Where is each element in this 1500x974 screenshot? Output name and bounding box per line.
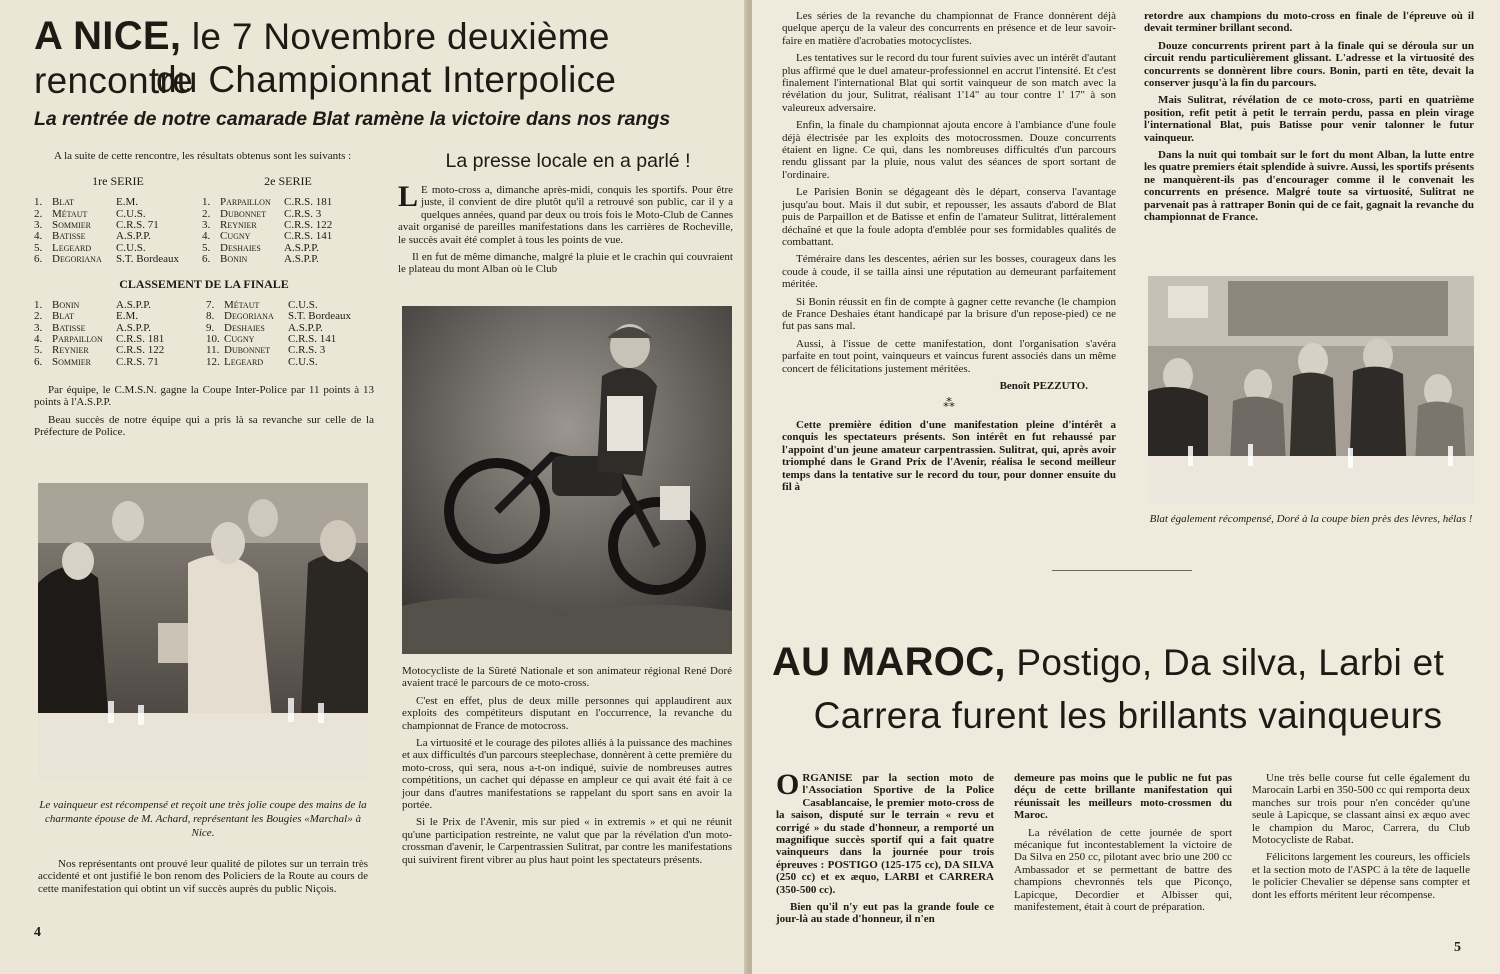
- right-paragraph-1: Les séries de la revanche du championnat de France donnèrent déjà quelque aperçu de la valeur des concurrents en présence et de leur savoir-faire en matière d'acrobaties motocyclistes.: [782, 10, 1116, 47]
- result-rank: 3.: [34, 321, 43, 334]
- result-name: Parpaillon: [220, 196, 271, 209]
- result-rank: 6.: [34, 355, 43, 368]
- result-team: C.R.S. 122: [116, 344, 165, 357]
- result-row: [34, 345, 206, 356]
- result-rank: 6.: [202, 252, 211, 265]
- result-team: C.R.S. 141: [284, 230, 333, 243]
- result-team: A.S.P.P.: [116, 299, 151, 312]
- result-name: Cugny: [220, 230, 251, 243]
- result-name: Degoriana: [224, 310, 274, 323]
- banquet-photo: [1148, 276, 1474, 504]
- finale-list-left: [34, 300, 206, 368]
- result-name: Métaut: [52, 207, 88, 220]
- right-col2-paragraph-4: Dans la nuit qui tombait sur le fort du mont Alban, la lutte entre les quatre premiers était splendide à suivre. Aussi, les sportifs présents ne manquèrent-ils pas d'encourager comme il le convenait les concurrents en présence. Malgré toute sa virtuosité, Sulitrat ne parvenait pas à rattraper Bonin qui de ce fait, gagnait la revanche du championnat de France.: [1144, 149, 1474, 224]
- bottom-paragraph: Nos représentants ont prouvé leur qualité de pilotes sur un terrain très accidenté et ont justifié le bon renom des Policiers de la Route au cours de cette manifestation qui obtint un vif succès auprès du public Niçois.: [38, 858, 368, 895]
- result-team: S.T. Bordeaux: [116, 252, 180, 265]
- result-rank: 2.: [202, 207, 211, 220]
- result-team: C.U.S.: [288, 299, 318, 312]
- serie2-list: [202, 197, 374, 265]
- result-rank: 4.: [34, 230, 43, 243]
- headline-line2: du Championnat Interpolice: [156, 59, 617, 100]
- revanche-paragraph: Beau succès de notre équipe qui a pris là sa revanche sur celle de la Préfecture de Police.: [34, 413, 374, 439]
- result-name: Deshaies: [220, 241, 261, 254]
- right-bold-paragraph: Cette première édition d'une manifestation pleine d'intérêt a conquis les spectateurs présents. Son intérêt en fut rehaussé par l'appoint d'un jeune amateur carpentrassien. Sulitrat, qui, après avoir triomphé dans le Grand Prix de l'Avenir, réalisa le second meilleur temps dans la tentative sur le record du tour, pour donner ensuite du fil à: [782, 418, 1116, 493]
- result-rank: 5.: [34, 344, 43, 357]
- right-page: [752, 0, 1500, 974]
- result-team: C.R.S. 71: [116, 219, 159, 231]
- motocross-jump-photo: [402, 306, 732, 654]
- press-paragraph-2: Il en fut de même dimanche, malgré la pluie et le crachin qui couvraient le plateau du mont Alban où le Club: [398, 251, 733, 276]
- result-team: C.U.S.: [116, 241, 146, 254]
- result-rank: 12.: [206, 355, 220, 368]
- maroc-line1: Postigo, Da silva, Larbi et: [1016, 642, 1445, 683]
- maroc-column3-paragraph: Une très belle course fut celle également du Marocain Larbi en 350-500 cc qui remporta deux manches sur trois pour n'en concéder qu'une seule à Lapicque, se classant ainsi ex æquo avec le champion du Maroc, Carrera, du Club Motocycliste de Rabat.: [1252, 772, 1470, 847]
- result-row: [202, 197, 374, 208]
- result-team: E.M.: [116, 196, 138, 209]
- result-rank: 1.: [34, 196, 43, 209]
- result-rank: 6.: [34, 252, 43, 265]
- result-row: [34, 254, 202, 265]
- result-row: [202, 254, 374, 265]
- result-team: C.R.S. 3: [288, 344, 326, 357]
- result-team: C.U.S.: [116, 207, 146, 220]
- press-paragraph-1: E moto-cross a, dimanche après-midi, conquis les sportifs. Pour être juste, il convient de dire plutôt qu'il a retrouvé son public, car il y a quelques années, quand par deux ou trois fois le Moto-Club de Cannes avait organisé de pareilles manifestations dans les carrières de Rocheville, le succès avait été complet à tous les points de vue.: [398, 184, 733, 246]
- serie1-list: [34, 197, 202, 265]
- right-paragraph-7: Aussi, à l'issue de cette manifestation, dont l'organisation s'avéra parfaite en tout point, vainqueurs et vaincus furent associés dans un même concert de félicitations justement méritées.: [782, 337, 1116, 375]
- left-page: [0, 0, 748, 974]
- result-name: Bonin: [220, 252, 248, 265]
- result-rank: 11.: [206, 344, 220, 357]
- serie2-title: 2e SERIE: [264, 174, 312, 189]
- result-name: Batisse: [52, 321, 86, 334]
- result-team: C.R.S. 122: [284, 219, 333, 231]
- result-name: Métaut: [224, 299, 260, 312]
- right-paragraph-5: Téméraire dans les descentes, aérien sur les bosses, courageux dans les coude à coude, il se tailla ainsi une réputation au demeurant parfaitement méritée.: [782, 253, 1116, 291]
- subheadline: La rentrée de notre camarade Blat ramène la victoire dans nos rangs: [34, 108, 671, 130]
- result-team: A.S.P.P.: [288, 321, 323, 334]
- right-paragraph-6: Si Bonin réussit en fin de compte à gagner cette revanche (le champion de France Deshaies étant handicapé par la brisure d'un repose-pied) ce ne fut pas sans mal.: [782, 295, 1116, 333]
- result-name: Legeard: [52, 241, 92, 254]
- press-title: La presse locale en a parlé !: [445, 150, 691, 172]
- right-paragraph-4: Le Parisien Bonin se dégageant dès le départ, conserva l'avantage jusqu'au bout. Mais il dut subir, et repousser, les assauts d'abord de Blat puis de Parpaillon et de Batisse et enfin de l'amateur Sulitrat, littéralement déchaîné et que la foule adopta d'emblée pour ses formidables qualités de combattant.: [782, 186, 1116, 248]
- team-paragraph: Par équipe, le C.M.S.N. gagne la Coupe Inter-Police par 11 points à 13 points à l'A.S.P.P.: [34, 383, 374, 409]
- right-paragraph-2: Les tentatives sur le record du tour furent suivies avec un intérêt d'autant plus affirmé que le duel amateur-professionnel en accrut l'intensité. Et c'est finalement l'international Blat qui sortit vainqueur de son match avec la révélation du jour, Sulitrat, réalisant 1'14" au tour contre 1' 17" à son valeureux adversaire.: [782, 52, 1116, 114]
- result-name: Sommier: [52, 355, 92, 368]
- serie2-block: [202, 174, 374, 265]
- result-name: Cugny: [224, 333, 255, 346]
- maroc-headline: [772, 640, 1492, 685]
- result-team: C.U.S.: [288, 355, 318, 368]
- press-dropcap: L: [398, 180, 419, 213]
- trophy-presentation-photo: [38, 483, 368, 781]
- maroc-dropcap: O: [776, 768, 800, 801]
- result-team: E.M.: [116, 310, 138, 323]
- result-rank: 5.: [202, 241, 211, 254]
- finale-title: CLASSEMENT DE LA FINALE: [119, 277, 289, 292]
- trophy-photo-illustration: [38, 483, 368, 781]
- press-paragraph-4: La virtuosité et le courage des pilotes alliés à la puissance des machines et aux difficultés d'un parcours steeplechase, donnèrent à cette première du moto-cross, qui sera, nous a-t-on indiqué, suivie de nombreuses autres compétitions, un cachet qui dépasse en ampleur ce qui avait été fait à ce jour dans d'autres manifestations se rappelant du sport sans en avoir la portée.: [402, 737, 732, 812]
- result-name: Bonin: [52, 299, 80, 312]
- finale-list-right: [206, 300, 374, 368]
- result-name: Parpaillon: [52, 333, 103, 346]
- result-name: Blat: [52, 310, 75, 323]
- result-name: Dubonnet: [224, 344, 271, 357]
- page-number-left: 4: [34, 925, 41, 940]
- result-name: Deshaies: [224, 321, 265, 334]
- banquet-photo-caption: Blat également récompensé, Doré à la coupe bien près des lèvres, hélas !: [1149, 513, 1473, 525]
- right-paragraph-3: Enfin, la finale du championnat ajouta encore à l'ambiance d'une foule déjà électrisée par les exploits des motocrossmen. Douze concurrents étaient en ligne. Ce qui, dans les nombreuses difficultés d'un parcours rendu glissant par la pluie, nous valut des séances de sport sortant de l'ordinaire.: [782, 119, 1116, 181]
- intro-paragraph: A la suite de cette rencontre, les résultats obtenus sont les suivants :: [54, 150, 352, 162]
- section-divider: [1052, 570, 1192, 571]
- maroc-line2: Carrera furent les brillants vainqueurs: [813, 695, 1443, 736]
- serie1-title: 1re SERIE: [92, 174, 144, 189]
- asterism: ⁂: [943, 395, 955, 410]
- result-name: Reynier: [52, 344, 89, 357]
- banquet-photo-illustration: [1148, 276, 1474, 504]
- maroc-column3-paragraph-2: Félicitons largement les coureurs, les officiels et la section moto de l'ASPC à la tête de laquelle le policier Chevalier se dépense sans compter et dont les efforts méritent leur récompense.: [1252, 851, 1470, 901]
- result-team: C.R.S. 181: [284, 196, 333, 209]
- right-col2-paragraph-3: Mais Sulitrat, révélation de ce moto-cross, parti en quatrième position, refit petit à petit le terrain perdu, passa en plein virage l'international Blat, puis Batisse pour venir talonner le futur vainqueur.: [1144, 94, 1474, 144]
- press-paragraph-3: C'est en effet, plus de deux mille personnes qui applaudirent aux exploits des compétiteurs disputant en l'occurrence, la revanche du championnat de France de motocross.: [402, 694, 732, 732]
- motocross-photo-illustration: [402, 306, 732, 654]
- result-rank: 9.: [206, 321, 215, 334]
- headline-keyword: A NICE,: [34, 14, 182, 58]
- result-team: C.R.S. 71: [116, 355, 159, 368]
- result-team: A.S.P.P.: [116, 230, 151, 243]
- result-row: [34, 231, 202, 242]
- result-rank: 5.: [34, 241, 43, 254]
- result-row: [206, 345, 374, 356]
- maroc-column1-paragraph: RGANISE par la section moto de l'Association Sportive de la Police Casablancaise, le premier moto-cross de la saison, disputé sur le terrain « revu et corrigé » du stade d'honneur, a remporté un magnifique succès sportif qui a fait quatre vainqueurs dans la journée pour trois épreuves : POSTIGO (125-175 cc), DA SILVA (250 cc) et ex æquo, LARBI et CARRERA (350-500 cc).: [776, 772, 994, 896]
- result-rank: 8.: [206, 310, 215, 323]
- result-team: C.R.S. 3: [284, 207, 322, 220]
- result-rank: 1.: [34, 299, 43, 312]
- result-rank: 10.: [206, 333, 220, 346]
- motocross-photo-caption: Motocycliste de la Sûreté Nationale et son animateur régional René Doré avaient tracé le parcours de ce moto-cross.: [402, 665, 732, 690]
- maroc-column2-paragraph: demeure pas moins que le public ne fut pas déçu de cette brillante manifestation qui réunissait les meilleurs moto-crossmen du Maroc.: [1014, 772, 1232, 822]
- result-name: Legeard: [224, 355, 264, 368]
- result-name: Reynier: [220, 219, 257, 231]
- maroc-keyword: AU MAROC,: [772, 640, 1006, 684]
- maroc-column2-paragraph-2: La révélation de cette journée de sport mécanique fut incontestablement la victoire de Da Silva en 250 cc, pilotant avec brio une 200 cc Ambassador et se permettant de battre des champions chevronnés tels que Piconço, Lapicque, Decordier et Albisser qui, manifestement, était à court de préparation.: [1014, 826, 1232, 914]
- result-rank: 4.: [202, 230, 211, 243]
- result-name: Dubonnet: [220, 207, 267, 220]
- result-name: Blat: [52, 196, 75, 209]
- result-row: [34, 197, 202, 208]
- result-team: C.R.S. 181: [116, 333, 165, 346]
- maroc-column1-paragraph-2: Bien qu'il n'y eut pas la grande foule ce jour-là au stade d'honneur, il n'en: [776, 901, 994, 926]
- right-col2-paragraph-1: retordre aux champions du moto-cross en finale de l'épreuve où il devait terminer brillant second.: [1144, 10, 1474, 35]
- trophy-photo-caption: Le vainqueur est récompensé et reçoit une très jolie coupe des mains de la charmante épouse de M. Achard, représentant les Bougies «Marchal» à Nice.: [39, 799, 367, 839]
- result-rank: 1.: [202, 196, 211, 209]
- result-team: C.R.S. 141: [288, 333, 337, 346]
- serie1-block: [34, 174, 202, 265]
- result-rank: 7.: [206, 299, 215, 312]
- result-row: [202, 231, 374, 242]
- author-signature: Benoît PEZZUTO.: [999, 379, 1088, 392]
- headline-line1: le 7 Novembre deuxième rencontre: [34, 16, 610, 101]
- right-col2-paragraph-2: Douze concurrents prirent part à la finale qui se déroula sur un circuit rendu particulièrement glissant. L'adresse et la virtuosité des concurrents se donnèrent libre cours. Bonin, parti en tête, devait la conserver jusqu'à la fin du parcours.: [1144, 39, 1474, 90]
- result-name: Degoriana: [52, 252, 102, 265]
- result-rank: 2.: [34, 207, 43, 220]
- result-name: Sommier: [52, 219, 92, 231]
- press-paragraph-5: Si le Prix de l'Avenir, mis sur pied « in extremis » et qui ne réunit qu'une participation restreinte, ne valut que par la révélation d'un moto-crossman d'avenir, le Carpentrassien Sulitrat, par contre les manifestations qui suivirent firent vibrer au plus haut point les spectateurs présents.: [402, 816, 732, 866]
- result-team: S.T. Bordeaux: [288, 310, 352, 323]
- result-rank: 2.: [34, 310, 43, 323]
- result-rank: 3.: [202, 219, 211, 231]
- result-team: A.S.P.P.: [284, 241, 319, 254]
- page-number-right: 5: [1454, 940, 1461, 955]
- result-rank: 4.: [34, 333, 43, 346]
- result-team: A.S.P.P.: [284, 252, 319, 265]
- result-name: Batisse: [52, 230, 86, 243]
- result-rank: 3.: [34, 219, 43, 231]
- result-team: A.S.P.P.: [116, 321, 151, 334]
- result-row: [206, 357, 374, 368]
- result-row: [34, 357, 206, 368]
